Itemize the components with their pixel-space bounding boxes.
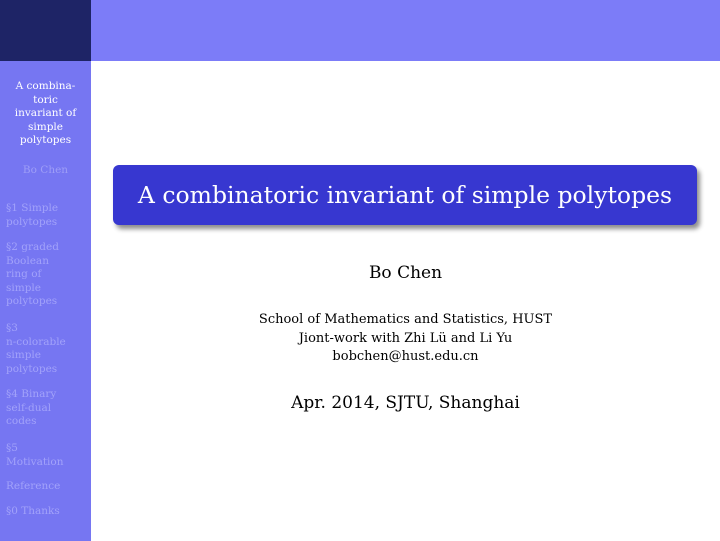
sidebar-item-simple-polytopes[interactable]: §1 Simple polytopes (6, 202, 59, 228)
slide-author: Bo Chen (368, 263, 443, 283)
sidebar-item-graded-boolean-ring[interactable]: §2 graded Boolean ring of simple polytopes (6, 241, 59, 307)
sidebar (0, 61, 91, 541)
slide-date-place: Apr. 2014, SJTU, Shanghai (291, 393, 520, 413)
slide-email: bobchen@hust.edu.cn (332, 349, 479, 364)
slide-title: A combinatoric invariant of simple polytopes (137, 181, 673, 209)
sidebar-item-motivation[interactable]: §5 Motivation (6, 442, 64, 468)
header-bar (91, 0, 720, 61)
sidebar-title[interactable]: A combina- toric invariant of simple polytopes (14, 80, 77, 146)
sidebar-author[interactable]: Bo Chen (22, 164, 69, 176)
sidebar-item-reference[interactable]: Reference (6, 480, 61, 492)
sidebar-item-thanks[interactable]: §0 Thanks (6, 505, 60, 517)
slide-affiliation: School of Mathematics and Statistics, HUST (258, 312, 553, 327)
slide-title-box (113, 165, 697, 225)
slide-joint-work: Jiont-work with Zhi Lü and Li Yu (298, 331, 513, 346)
sidebar-item-n-colorable[interactable]: §3 n-colorable simple polytopes (6, 322, 66, 375)
sidebar-item-binary-codes[interactable]: §4 Binary self-dual codes (6, 388, 57, 427)
header-corner (0, 0, 91, 61)
